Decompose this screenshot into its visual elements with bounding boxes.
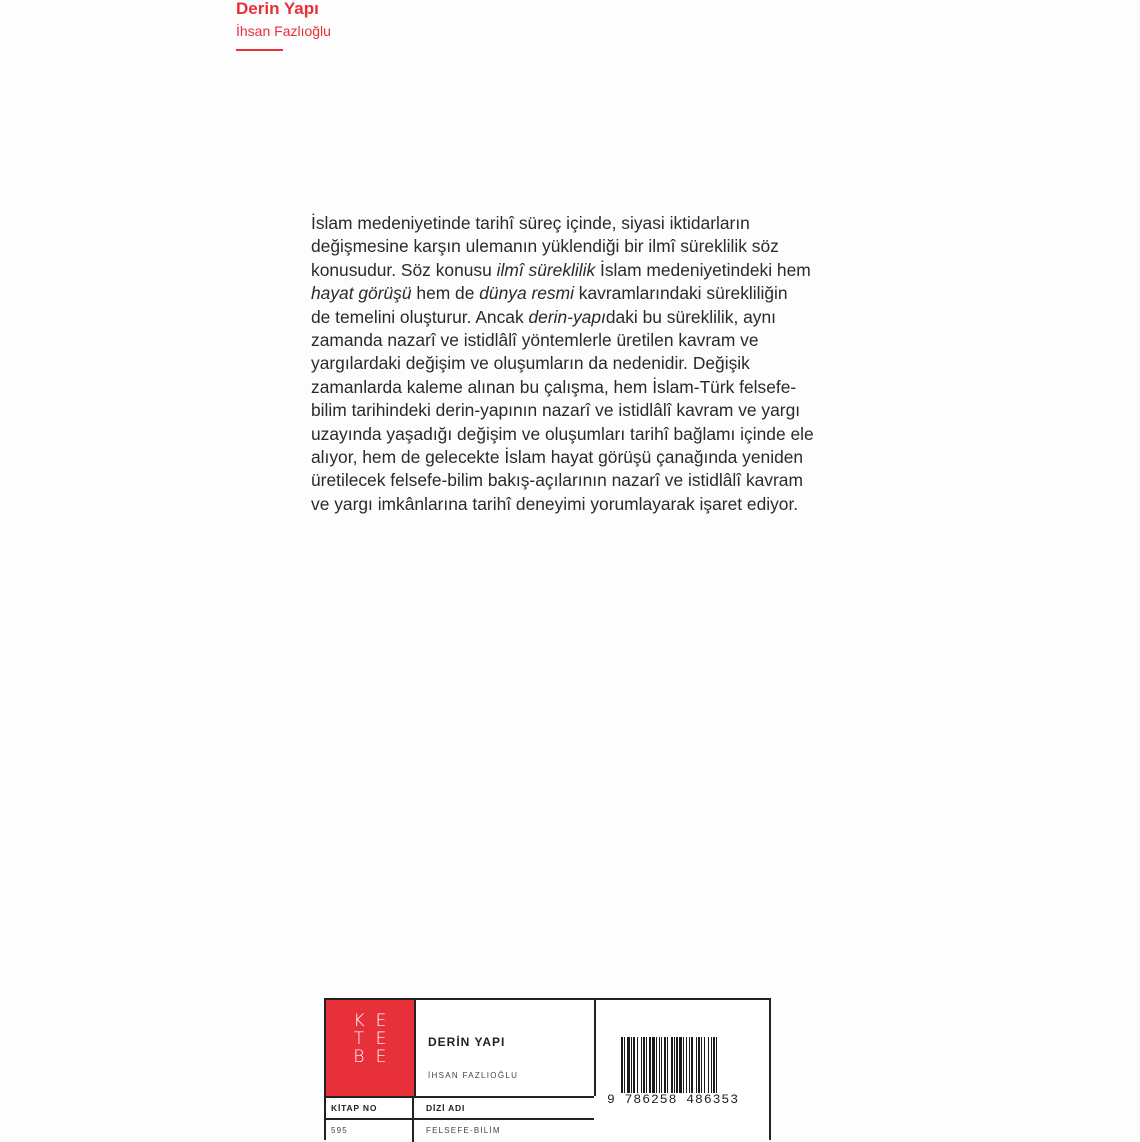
isbn-number: 9 786258 486353 (607, 1092, 740, 1107)
blurb-text: İslam medeniyetinde tarihî süreç içinde, siyasi iktidarların (311, 213, 750, 233)
barcode-bar (633, 1037, 635, 1093)
blurb-line (311, 329, 911, 352)
barcode-bar (711, 1037, 712, 1093)
series-value: FELSEFE-BİLİM (426, 1126, 501, 1135)
barcode-bar (661, 1037, 662, 1093)
barcode-bar (627, 1037, 630, 1093)
blurb-text: İslam medeniyetindeki hem (595, 259, 811, 280)
meta-value-row (326, 1118, 594, 1142)
blurb-line (311, 306, 911, 329)
barcode-bar (664, 1037, 666, 1093)
meta-header-row (326, 1096, 594, 1120)
blurb-text: hem de (411, 283, 480, 304)
blurb-line (311, 399, 911, 422)
barcode-bar (698, 1037, 700, 1093)
blurb-text: de temelini oluşturur. Ancak (311, 306, 529, 327)
barcode-bar (713, 1037, 715, 1093)
blurb-line (311, 423, 911, 446)
barcode-bar (676, 1037, 678, 1093)
blurb-line (311, 493, 911, 516)
blurb-text: kavramlarındaki sürekliliğin (573, 283, 788, 304)
blurb-line (311, 376, 911, 399)
barcode-bar (671, 1037, 673, 1093)
cover-author: İhsan Fazlıoğlu (236, 23, 331, 39)
barcode-bar (674, 1037, 675, 1093)
barcode-bar (716, 1037, 717, 1093)
series-label: DİZİ ADI (426, 1103, 466, 1113)
blurb-text: değişmesine karşın ulemanın yüklendiği bir ilmî süreklilik söz (311, 236, 779, 257)
blurb-text: zamanda nazarî ve istidlâlî yöntemlerle üretilen kavram ve (311, 330, 759, 351)
blurb-line (311, 469, 911, 492)
logo-letter: E (375, 1011, 387, 1031)
blurb-line (311, 282, 911, 305)
barcode-bar (679, 1037, 682, 1093)
blurb-line (311, 446, 911, 469)
barcode-bar (637, 1037, 638, 1093)
logo-letters (350, 1012, 390, 1084)
colophon-book-author: İHSAN FAZLIOĞLU (428, 1071, 519, 1080)
barcode-bar (701, 1037, 702, 1093)
blurb-italic-text: ilmî süreklilik (496, 259, 596, 280)
blurb-text: zamanlarda kaleme alınan bu çalışma, hem İslam-Türk felsefe- (311, 376, 797, 397)
book-no-value: 595 (331, 1126, 348, 1135)
barcode-bar (621, 1037, 623, 1093)
back-cover-blurb (311, 212, 911, 516)
barcode-icon (621, 1037, 759, 1093)
book-no-label: KİTAP NO (331, 1103, 378, 1113)
blurb-text: daki bu süreklilik, aynı (605, 306, 776, 327)
blurb-italic-text: hayat görüşü (311, 283, 412, 304)
blurb-line (311, 212, 911, 235)
blurb-text: alıyor, hem de gelecekte İslam hayat görüşü çanağında yeniden (311, 447, 804, 468)
barcode-bar (643, 1037, 645, 1093)
colophon-book-title: DERİN YAPI (428, 1035, 506, 1049)
blurb-text: bilim tarihindeki derin-yapının nazarî ve istidlâlî kavram ve yargı (311, 400, 801, 421)
blurb-text: uzayında yaşadığı değişim ve oluşumları tarihî bağlamı içinde ele (311, 423, 814, 444)
barcode-bar (641, 1037, 642, 1093)
barcode-bar (659, 1037, 660, 1093)
logo-letter: B (353, 1047, 365, 1067)
blurb-text: üretilecek felsefe-bilim bakış-açılarının nazarî ve istidlâlî kavram (311, 470, 803, 491)
cover-title: Derin Yapı (236, 0, 319, 18)
barcode-bar (696, 1037, 697, 1093)
logo-letter: E (375, 1029, 387, 1049)
barcode-bar (652, 1037, 655, 1093)
blurb-line (311, 235, 911, 258)
barcode-bar (683, 1037, 684, 1093)
barcode-bar (656, 1037, 657, 1093)
colophon-box (324, 998, 771, 1140)
blurb-italic-text: derin-yapı (528, 306, 606, 327)
title-underline (236, 49, 283, 51)
blurb-text: ve yargı imkânlarına tarihî deneyimi yorumlayarak işaret ediyor. (311, 493, 799, 514)
barcode-bar (691, 1037, 693, 1093)
blurb-text: yargılardaki değişim ve oluşumların da nedenidir. Değişik (311, 353, 750, 374)
logo-letter: K (353, 1011, 365, 1031)
logo-letter: T (353, 1029, 365, 1049)
blurb-italic-text: dünya resmi (479, 283, 574, 304)
barcode-bar (689, 1037, 690, 1093)
blurb-line (311, 259, 911, 282)
barcode-bar (686, 1037, 687, 1093)
barcode-bar (631, 1037, 632, 1093)
barcode-bar (624, 1037, 625, 1093)
barcode-bar (708, 1037, 709, 1093)
barcode-bar (649, 1037, 651, 1093)
barcode-area (596, 1000, 769, 1140)
publisher-logo (326, 1000, 416, 1096)
barcode-bar (667, 1037, 668, 1093)
blurb-line (311, 352, 911, 375)
barcode-bar (704, 1037, 705, 1093)
barcode-bar (646, 1037, 647, 1093)
blurb-text: konusudur. Söz konusu (311, 259, 497, 280)
logo-letter: E (375, 1047, 387, 1067)
book-info (416, 1000, 596, 1096)
